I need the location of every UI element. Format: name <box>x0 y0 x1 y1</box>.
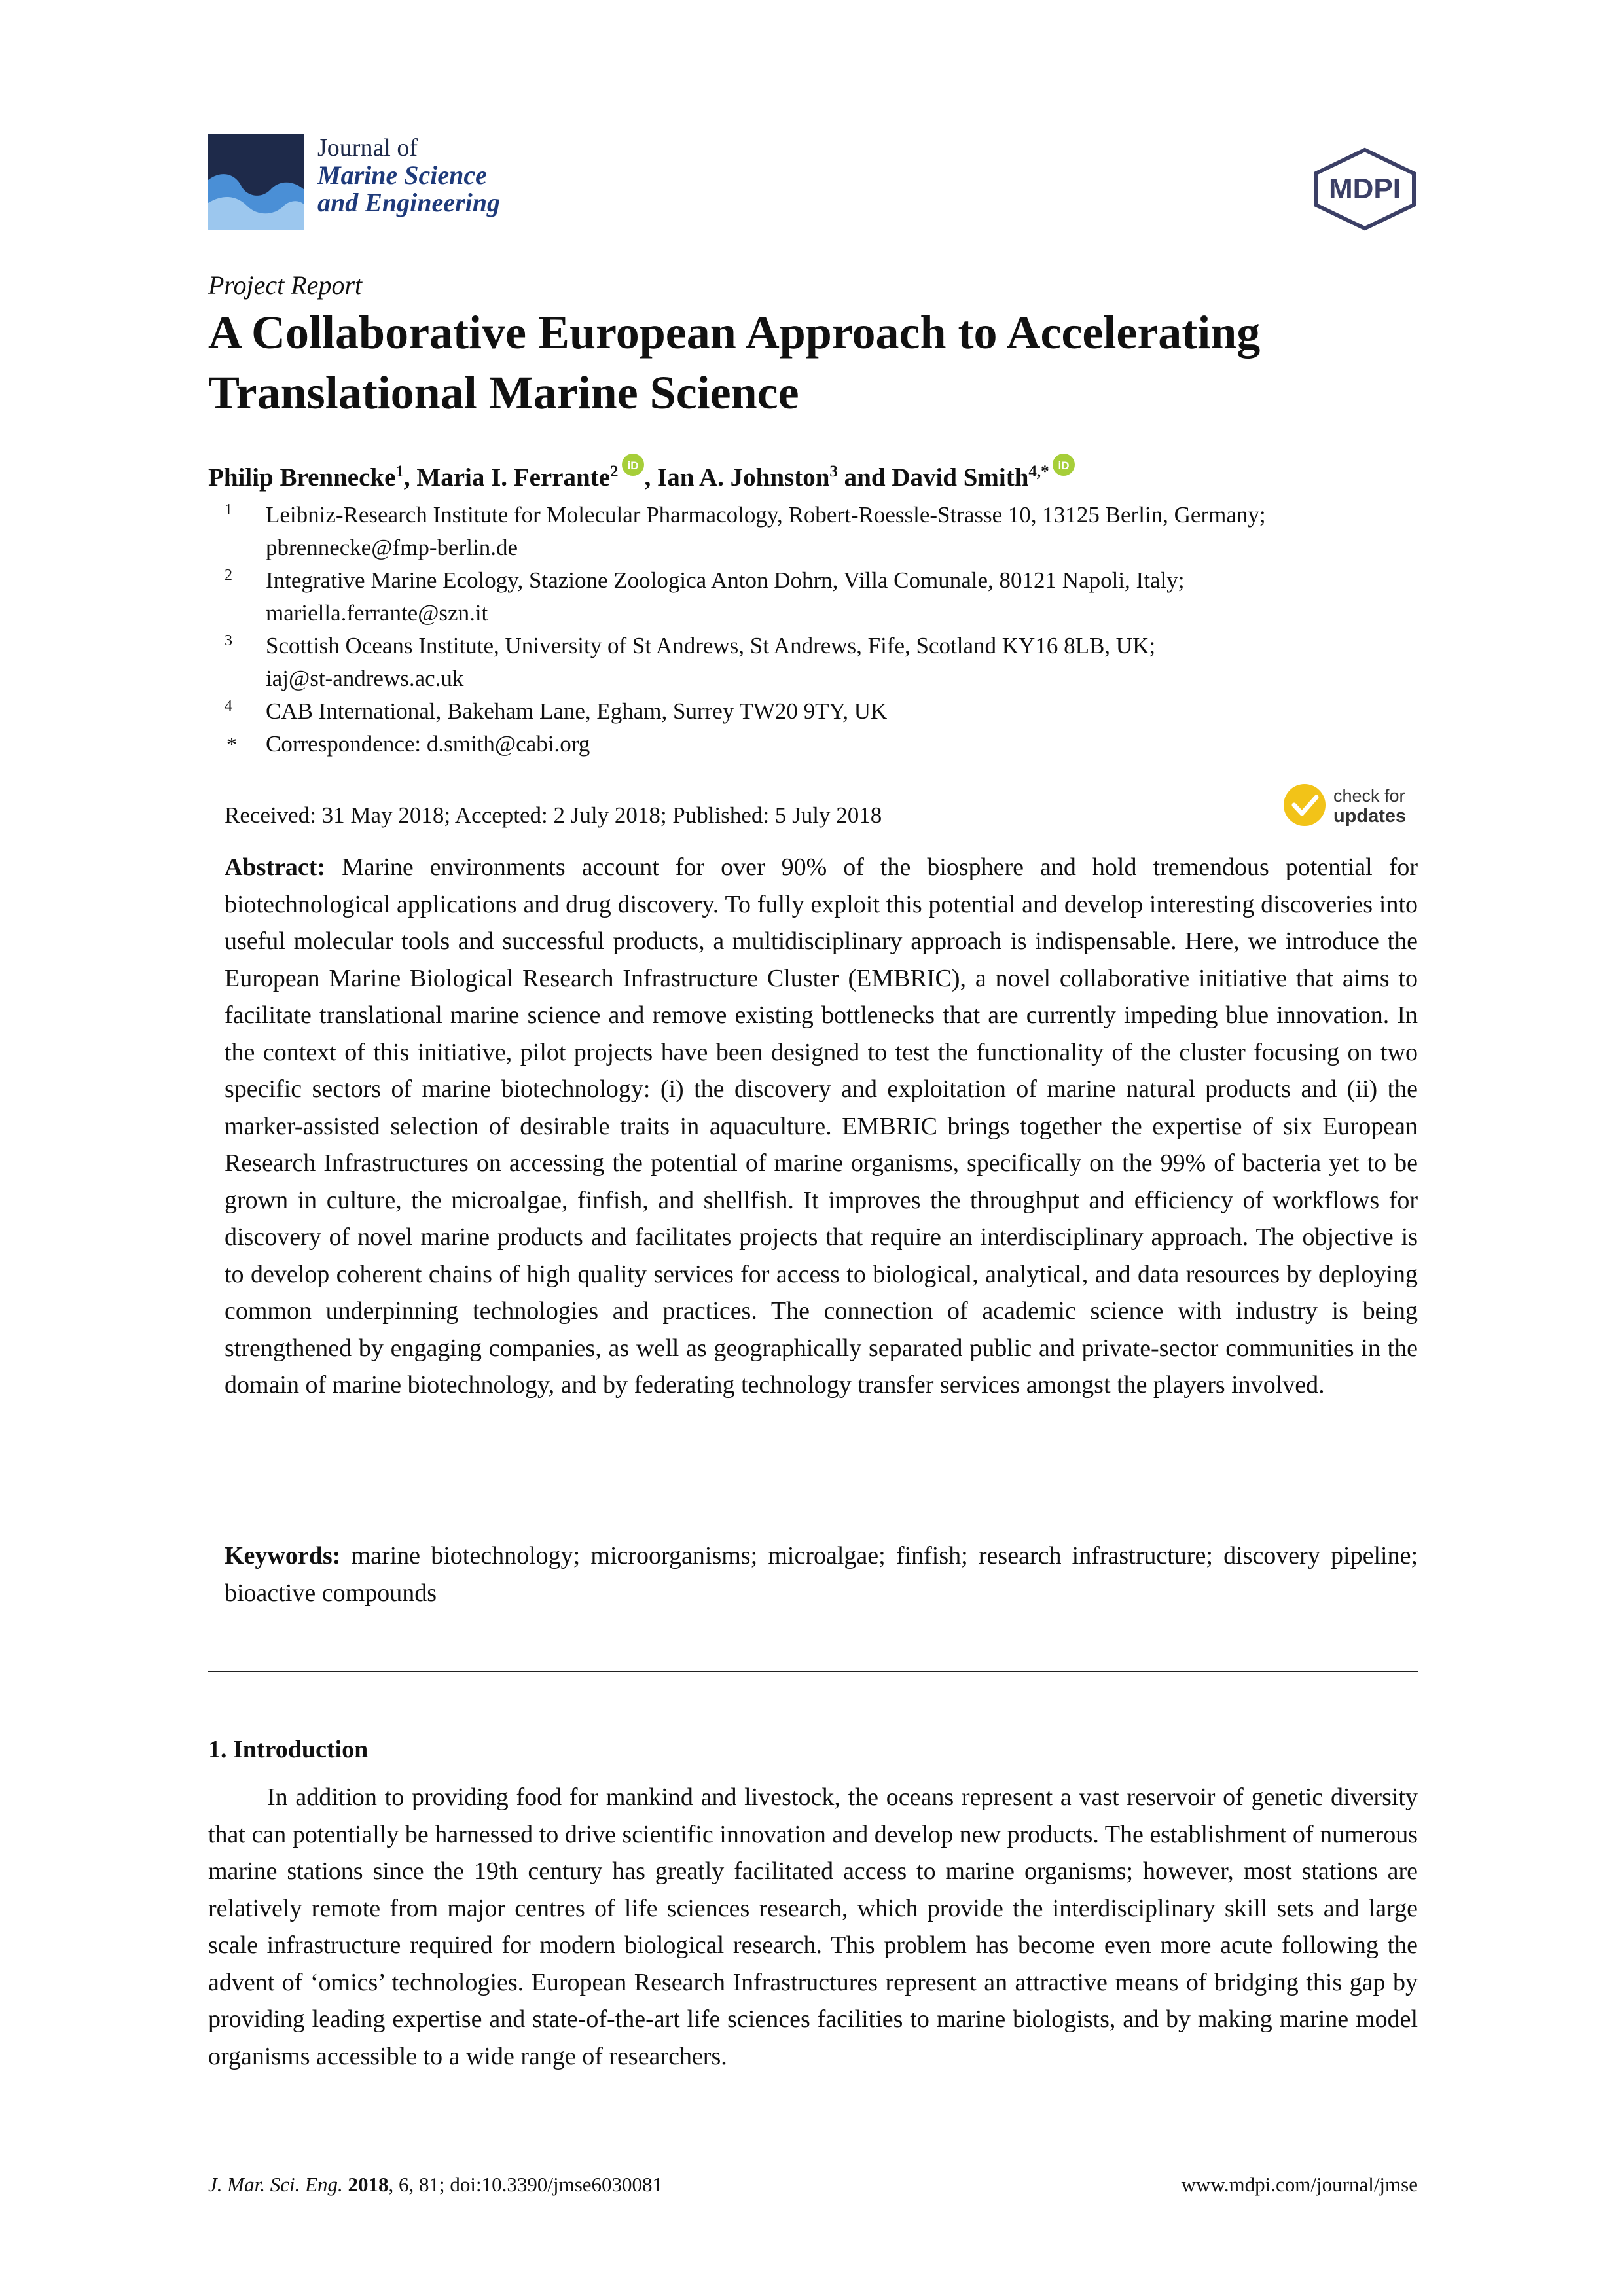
affiliation-text: Integrative Marine Ecology, Stazione Zoologica Anton Dohrn, Villa Comunale, 80121 Napoli, Italy; <box>266 567 1185 593</box>
affiliation-number: 2 <box>225 567 232 584</box>
author-name: Maria I. Ferrante <box>416 463 611 492</box>
author-list <box>208 453 1452 492</box>
keywords <box>225 1537 1418 1611</box>
author-affiliation-mark: 3 <box>829 463 838 480</box>
affiliation-number: 1 <box>225 501 232 518</box>
author-separator: and <box>837 463 892 492</box>
citation-details: , 6, 81; doi:10.3390/jmse6030081 <box>388 2173 663 2196</box>
author-separator: , <box>403 463 417 492</box>
affiliation-number: 4 <box>225 698 232 715</box>
journal-name <box>317 134 500 217</box>
check-badge-line1: check for <box>1333 786 1405 806</box>
svg-text:iD: iD <box>627 459 639 472</box>
correspondence-text[interactable]: Correspondence: d.smith@cabi.org <box>266 731 590 757</box>
journal-abbreviation: J. Mar. Sci. Eng. <box>208 2173 343 2196</box>
journal-url[interactable]: www.mdpi.com/journal/jmse <box>1181 2173 1418 2196</box>
abstract-text: Marine environments account for over 90% of the biosphere and hold tremendous potential for biotechnological applications and drug discovery. To fully exploit this potential and develop interesting discoveries into useful molecular tools and successful products, a multidisciplinary approach is indispensable. Here, we introduce the European Marine Biological Research Infrastructure Cluster (EMBRIC), a novel collaborative initiative that aims to facilitate translational marine science and remove existing bottlenecks that are currently impeding blue innovation. In the context of this initiative, pilot projects have been designed to test the functionality of the cluster focusing on two specific sectors of marine biotechnology: (i) the discovery and exploitation of marine natural products and (ii) the marker-assisted selection of desirable traits in aquaculture. EMBRIC brings together the expertise of six European Research Infrastructures on accessing the potential of marine organisms, specifically on the 99% of bacteria yet to be grown in culture, the microalgae, finfish, and shellfish. It improves the throughput and efficiency of workflows for discovery of novel marine products and facilitates projects that require an interdisciplinary approach. The objective is to develop coherent chains of high quality services for access to biological, analytical, and data resources by deploying common underpinning technologies and practices. The connection of academic science with industry is being strengthened by engaging companies, as well as geographically separated public and private-sector communities in the domain of marine biotechnology, and by federating technology transfer services amongst the players involved. <box>225 853 1418 1399</box>
article-type: Project Report <box>208 270 363 300</box>
affiliation-number: 3 <box>225 632 232 649</box>
affiliation-item <box>208 695 1439 728</box>
affiliation-item <box>208 630 1439 695</box>
check-badge-line2: updates <box>1333 806 1407 827</box>
keywords-text: marine biotechnology; microorganisms; microalgae; finfish; research infrastructure; discovery pipeline; bioactive compounds <box>225 1542 1418 1607</box>
affiliation-text: CAB International, Bakeham Lane, Egham, Surrey TW20 9TY, UK <box>266 698 888 724</box>
journal-name-line1: Journal of <box>317 134 418 162</box>
journal-logo <box>208 134 304 230</box>
check-for-updates-badge[interactable] <box>1280 779 1430 831</box>
section-divider <box>208 1671 1418 1672</box>
journal-name-line3: and Engineering <box>317 188 500 217</box>
citation-year: 2018 <box>348 2173 389 2196</box>
author-separator: , <box>644 463 658 492</box>
publication-dates: Received: 31 May 2018; Accepted: 2 July 2018; Published: 5 July 2018 <box>225 802 882 828</box>
author-name: Philip Brennecke <box>208 463 396 492</box>
affiliation-text: Leibniz-Research Institute for Molecular Pharmacology, Robert-Roessle-Strasse 10, 13125 Berlin, Germany; <box>266 502 1266 528</box>
affiliation-email[interactable]: pbrennecke@fmp-berlin.de <box>266 535 518 560</box>
mdpi-logo <box>1309 147 1420 231</box>
svg-text:iD: iD <box>1058 459 1070 472</box>
orcid-icon[interactable] <box>621 453 645 476</box>
affiliation-email[interactable]: iaj@st-andrews.ac.uk <box>266 666 464 691</box>
orcid-icon[interactable] <box>1052 453 1075 476</box>
section-body: In addition to providing food for mankind and livestock, the oceans represent a vast reservoir of genetic diversity that can potentially be harnessed to drive scientific innovation and develop new products. The establishment of numerous marine stations since the 19th century has greatly facilitated access to marine organisms; however, most stations are relatively remote from major centres of life sciences research, which provide the interdisciplinary skill sets and large scale infrastructure required for modern biological research. This problem has become even more acute following the advent of ‘omics’ technologies. European Research Infrastructures represent an attractive means of bridging this gap by providing leading expertise and state-of-the-art life sciences facilities to marine biologists, and by making marine model organisms accessible to a wide range of researchers. <box>208 1784 1418 2070</box>
correspondence <box>208 728 1439 761</box>
affiliation-item <box>208 499 1439 564</box>
affiliation-item <box>208 564 1439 630</box>
keywords-label: Keywords: <box>225 1542 341 1570</box>
author-affiliation-mark: 2 <box>610 463 619 480</box>
author-affiliation-mark: 1 <box>395 463 404 480</box>
author-name: David Smith <box>892 463 1029 492</box>
paper-title: A Collaborative European Approach to Accelerating Translational Marine Science <box>208 306 1261 419</box>
journal-name-line2: Marine Science <box>317 160 487 190</box>
affiliation-text: Scottish Oceans Institute, University of St Andrews, St Andrews, Fife, Scotland KY16 8LB, UK; <box>266 633 1156 658</box>
author-name: Ian A. Johnston <box>657 463 830 492</box>
mdpi-logo-text: MDPI <box>1329 173 1401 205</box>
citation-footer <box>208 2173 662 2197</box>
author-affiliation-mark: 4,* <box>1028 463 1049 480</box>
abstract <box>225 849 1418 1404</box>
abstract-label: Abstract: <box>225 853 326 881</box>
affiliation-email[interactable]: mariella.ferrante@szn.it <box>266 600 488 626</box>
correspondence-mark: * <box>226 732 237 756</box>
section-heading: 1. Introduction <box>208 1736 369 1763</box>
